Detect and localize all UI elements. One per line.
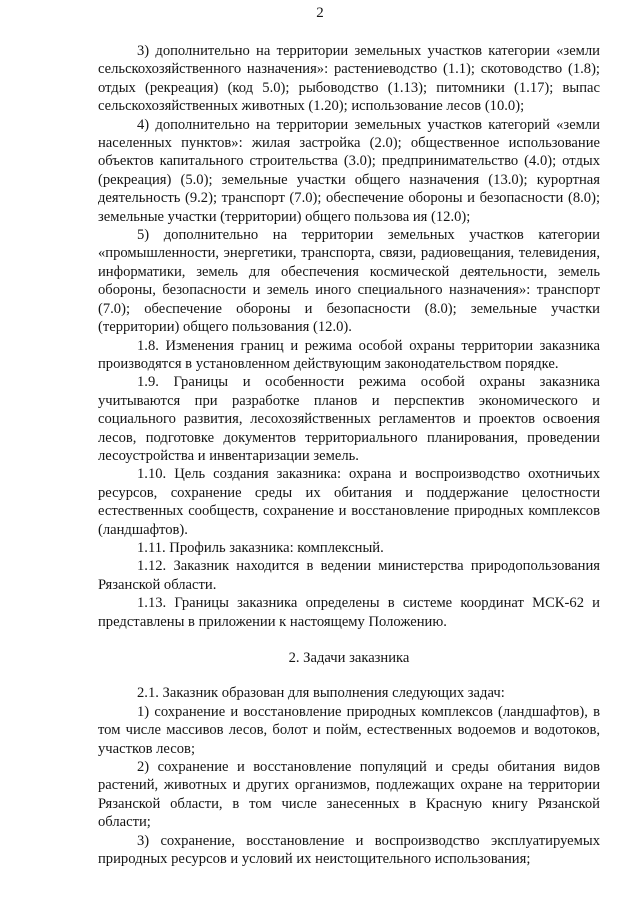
paragraph-1-9-boundaries-consideration: 1.9. Границы и особенности режима особой охраны заказника учитываются при разработке планов и перспектив экономического и социального развития, лесохозяйственных регламентов и проектов освоения лесов, подготовке документов территориального планирования, проведении лесоустройства и инвентаризации земель. bbox=[98, 374, 600, 464]
paragraph-3-agricultural-land: 3) дополнительно на территории земельных участков категории «земли сельскохозяйственного назначения»: растениеводство (1.1); скотоводство (1.8); отдых (рекреация) (код 5.0); рыбоводство (1.13); питомники (1.17); выпас сельскохозяйственных животных (1.20); использование лесов (10.0); bbox=[98, 43, 600, 115]
paragraph-1-12-jurisdiction: 1.12. Заказник находится в ведении министерства природопользования Рязанской области. bbox=[98, 558, 600, 593]
paragraph-1-8-boundary-changes: 1.8. Изменения границ и режима особой охраны территории заказника производятся в установленном действующим законодательством порядке. bbox=[98, 337, 600, 372]
paragraph-2-1-intro: 2.1. Заказник образован для выполнения следующих задач: bbox=[137, 685, 505, 702]
paragraph-5-industrial-land: 5) дополнительно на территории земельных участков категории «промышленности, энергетики, транспорта, связи, радиовещания, телевидения, информатики, земель для обеспечения космической деятельности, земель обороны, безопасности и земель иного специального назначения»: транспорт (7.0); обеспечение обороны и безопасности (8.0); земельные участки (территории) общего пользования (12.0). bbox=[98, 227, 600, 336]
paragraph-task-3-resources: 3) сохранение, восстановление и воспроизводство эксплуатируемых природных ресурсов и условий их неистощительного использования; bbox=[98, 832, 600, 868]
section-heading: 2. Задачи заказника bbox=[288, 650, 410, 666]
page-number: 2 bbox=[316, 5, 324, 21]
paragraph-task-1-landscapes: 1) сохранение и восстановление природных комплексов (ландшафтов), в том числе массивов лесов, болот и пойм, естественных водоемов и водотоков, участков лесов; bbox=[98, 703, 600, 757]
paragraph-1-13-coordinates: 1.13. Границы заказника определены в системе координат МСК-62 и представлены в приложении к настоящему Положению. bbox=[98, 595, 600, 630]
paragraph-1-11-profile: 1.11. Профиль заказника: комплексный. bbox=[137, 539, 384, 556]
paragraph-1-10-purpose: 1.10. Цель создания заказника: охрана и воспроизводство охотничьих ресурсов, сохранение среды их обитания и поддержание целостности естественных сообществ, сохранение и восстановление природных комплексов (ландшафтов). bbox=[98, 466, 600, 538]
document-body bbox=[98, 42, 600, 868]
paragraph-task-2-populations: 2) сохранение и восстановление популяций и среды обитания видов растений, животных и других организмов, подлежащих охране на территории Рязанской области, в том числе занесенных в Красную книгу Рязанской области; bbox=[98, 759, 600, 831]
paragraph-4-settlement-land: 4) дополнительно на территории земельных участков категорий «земли населенных пунктов»: жилая застройка (2.0); общественное использование объектов капитального строительства (3.0); предпринимательство (4.0); отдых (рекреация) (5.0); земельные участки общего назначения (13.0); курортная деятельность (9.2); транспорт (7.0); обеспечение обороны и безопасности (8.0); земельные участки (территории) общего пользова ия (12.0); bbox=[98, 116, 600, 225]
